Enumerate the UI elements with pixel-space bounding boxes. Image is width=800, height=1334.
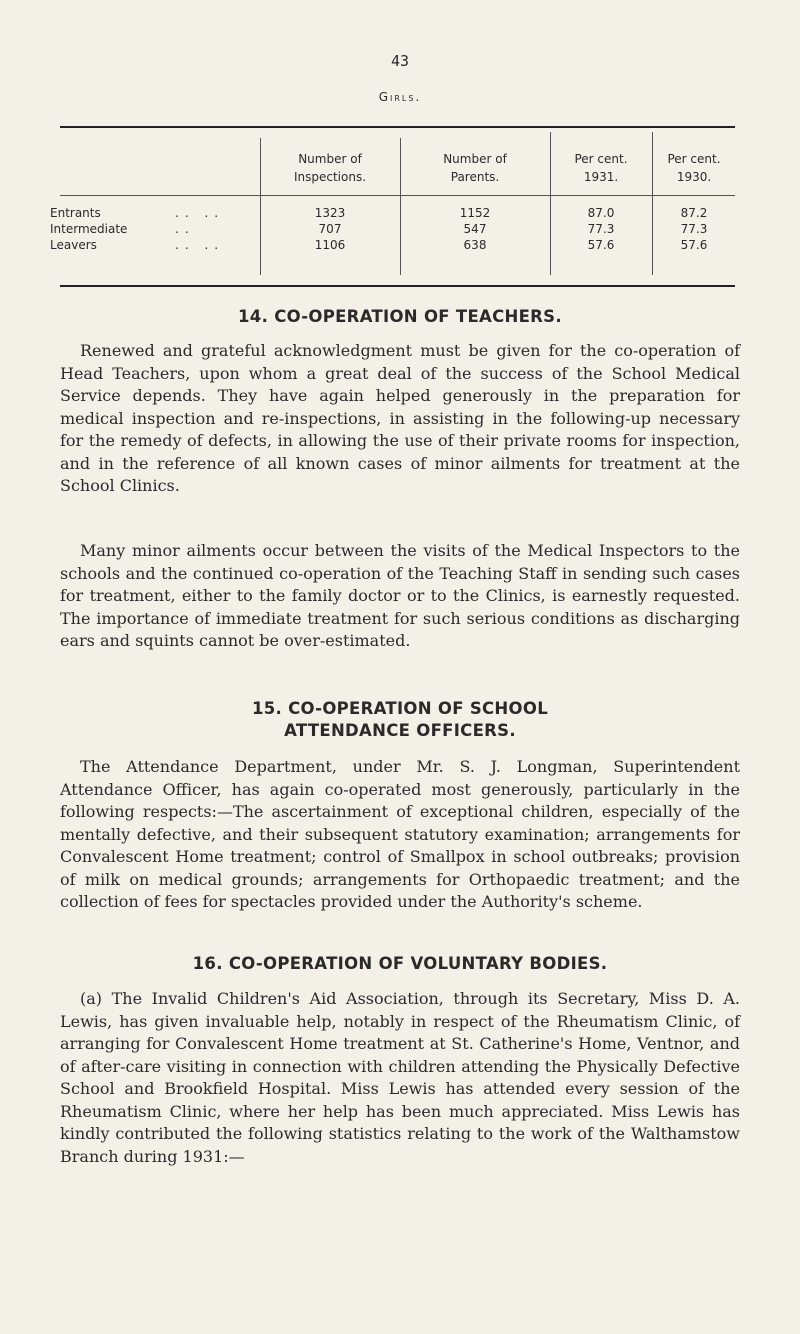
table-row-label [50, 237, 260, 253]
cell-percent-1930: 87.2 [680, 206, 708, 220]
header-inspections: Number of Inspections. [293, 152, 367, 184]
section-heading: 16. CO-OPERATION OF VOLUNTARY BODIES. [192, 954, 608, 973]
header-percent-1931: Per cent. 1931. [574, 152, 628, 184]
cell-parents: 1152 [459, 206, 491, 220]
page-number: 43 [390, 52, 410, 70]
table-bottom-rule [60, 285, 735, 287]
row-label-text: Intermediate [50, 222, 128, 236]
header-underline [60, 195, 735, 196]
table-top-rule [60, 126, 735, 128]
leader-dots: .. .. [175, 206, 225, 220]
column-divider [550, 132, 551, 275]
column-divider [400, 138, 401, 275]
cell-percent-1931: 87.0 [587, 206, 615, 220]
cell-parents: 638 [463, 238, 487, 252]
column-divider [652, 132, 653, 275]
body-paragraph: Renewed and grateful acknowledgment must be given for the co-operation of Head Teachers, upon whom a great deal of the success of the School Medical Service depends. They have again helped generously in the preparation for medical inspection and re-inspections, in assisting in the following-up necessary for the remedy of defects, in allowing the use of their private rooms for inspection, and in the reference of all known cases of minor ailments for treatment at the School Clinics. [60, 341, 740, 495]
cell-percent-1931: 57.6 [587, 238, 615, 252]
section-heading: 14. CO-OPERATION OF TEACHERS. [238, 307, 562, 326]
leader-dots: .. [175, 222, 195, 236]
body-paragraph: (a) The Invalid Children's Aid Association, through its Secretary, Miss D. A. Lewis, has given invaluable help, notably in respect of the Rheumatism Clinic, of arranging for Convalescent Home treatment at St. Catherine's Home, Ventnor, and of after-care visiting in connection with children attending the Physically Defective School and Brookfield Hospital. Miss Lewis has attended every session of the Rheumatism Clinic, where her help has been much appreciated. Miss Lewis has kindly contributed the following statistics relating to the work of the Walthamstow Branch during 1931:— [60, 989, 740, 1166]
row-label-text: Leavers [50, 238, 97, 252]
table-row-label [50, 221, 260, 237]
cell-percent-1931: 77.3 [587, 222, 615, 236]
column-divider [260, 138, 261, 275]
cell-parents: 547 [463, 222, 487, 236]
cell-inspections: 1106 [314, 238, 346, 252]
table-row-label [50, 205, 260, 221]
row-label-text: Entrants [50, 206, 101, 220]
body-paragraph: The Attendance Department, under Mr. S. J. Longman, Superintendent Attendance Officer, has again co-operated most generously, particularly in the following respects:—The ascertainment of exceptional children, especially of the mentally defective, and their subsequent statutory examination; arrangements for Convalescent Home treatment; control of Smallpox in school outbreaks; provision of milk on medical grounds; arrangements for Orthopaedic treatment; and the collection of fees for spectacles provided under the Authority's scheme. [60, 757, 740, 911]
cell-inspections: 1323 [314, 206, 346, 220]
section-heading: 15. CO-OPERATION OF SCHOOL ATTENDANCE OFFICERS. [251, 699, 549, 740]
header-percent-1930: Per cent. 1930. [667, 152, 721, 184]
table-caption: Girls. [378, 90, 422, 104]
cell-percent-1930: 57.6 [680, 238, 708, 252]
leader-dots: .. .. [175, 238, 225, 252]
body-paragraph: Many minor ailments occur between the visits of the Medical Inspectors to the schools and the continued co-operation of the Teaching Staff in sending such cases for treatment, either to the family doctor or to the Clinics, is earnestly requested. The importance of immediate treatment for such serious conditions as discharging ears and squints cannot be over-estimated. [60, 541, 740, 650]
cell-percent-1930: 77.3 [680, 222, 708, 236]
cell-inspections: 707 [318, 222, 342, 236]
header-parents: Number of Parents. [443, 152, 507, 184]
